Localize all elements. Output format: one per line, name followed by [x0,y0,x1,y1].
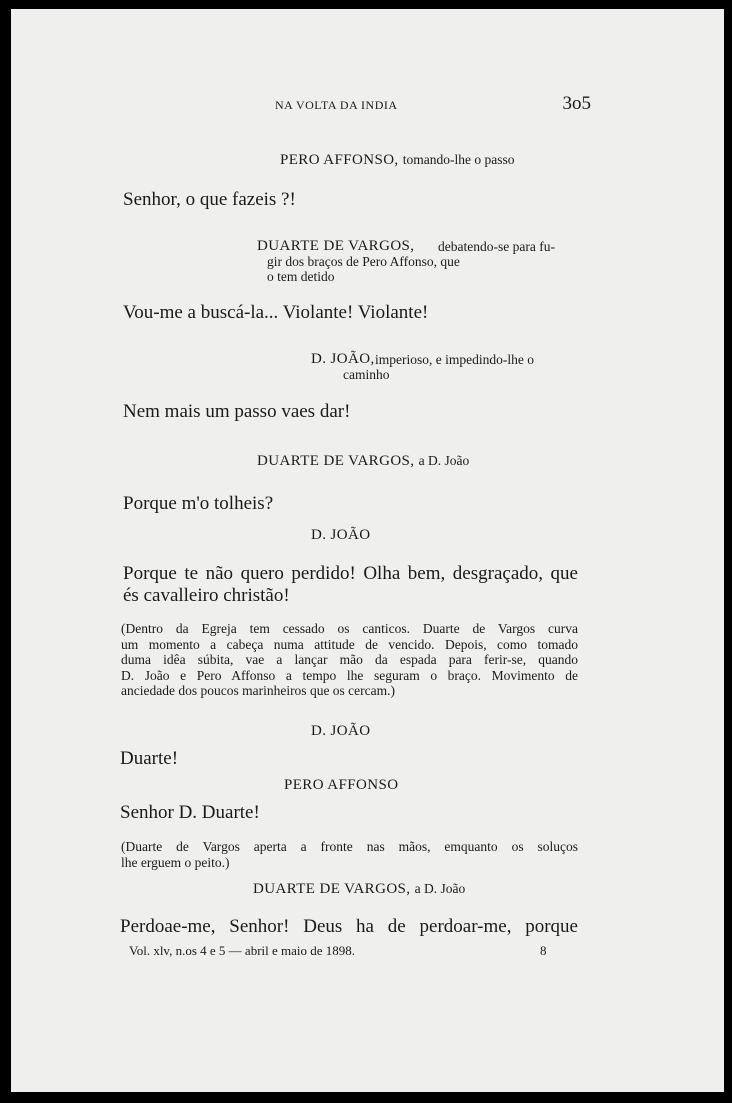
footer-volume: Vol. xlv, n.os 4 e 5 — abril e maio de 1898. [129,943,356,958]
dialogue-line: Senhor D. Duarte! [120,802,260,823]
dialogue-line: Nem mais um passo vaes dar! [123,401,351,422]
page-header [111,93,591,115]
stage-line: (Dentro da Egreja tem cessado os canticos. Duarte de Vargos curva [121,621,578,636]
stage-direction-paragraph [121,839,578,870]
page-number: 3o5 [562,93,591,114]
stage-line: um momento a cabeça numa attitude de vencido. Depois, como tomado [121,636,578,652]
stage-direction: a D. João [414,881,466,896]
dialogue-line: Porque te não quero perdido! Olha bem, desgraçado, que [123,563,578,584]
dialogue-paragraph [123,563,578,607]
stage-line: anciedade dos poucos marinheiros que os cercam.) [121,683,396,698]
speaker-name: DUARTE DE VARGOS, [257,453,415,469]
speaker-name: D. JOÃO [311,527,371,543]
stage-direction-paragraph [121,621,578,699]
speaker-heading [253,881,465,898]
speaker-heading [257,237,587,284]
speaker-name: PERO AFFONSO [284,777,399,793]
stage-direction: tomando-lhe o passo [402,152,515,167]
speaker-name: DUARTE DE VARGOS, [253,881,411,897]
speaker-name: DUARTE DE VARGOS, [257,238,415,254]
speaker-name: D. JOÃO [311,723,371,739]
book-page [11,9,724,1092]
stage-line: (Duarte de Vargos aperta a fronte nas mãos, emquanto os soluços [121,839,578,854]
dialogue-line: Senhor, o que fazeis ?! [123,189,296,210]
speaker-heading [311,350,611,382]
speaker-heading [280,152,514,169]
running-title: NA VOLTA DA INDIA [275,98,398,112]
stage-direction: debatendo-se para fu- [438,239,555,254]
dialogue-line: Porque m'o tolheis? [123,493,274,514]
stage-direction: a D. João [418,453,470,468]
footer-signature: 8 [540,943,547,958]
dialogue-line: Perdoae-me, Senhor! Deus ha de perdoar-me, porque [120,916,578,937]
stage-line: duma idêa súbita, vae a lançar mão da espada para ferir-se, quando [121,652,578,667]
stage-direction: imperioso, e impedindo-lhe o [375,352,534,367]
stage-direction: caminho [343,367,390,382]
stage-direction: o tem detido [267,269,335,284]
speaker-heading [257,453,469,470]
stage-direction: gir dos braços de Pero Affonso, que [267,254,460,269]
stage-line: D. João e Pero Affonso a tempo lhe seguram o braço. Movimento de [121,667,578,683]
speaker-name: PERO AFFONSO, [280,152,399,168]
stage-line: lhe erguem o peito.) [121,854,230,870]
speaker-name: D. JOÃO, [311,351,375,367]
dialogue-line: Vou-me a buscá-la... Violante! Violante! [123,302,429,323]
dialogue-line: és cavalleiro christão! [123,585,290,606]
dialogue-line: Duarte! [120,748,179,769]
